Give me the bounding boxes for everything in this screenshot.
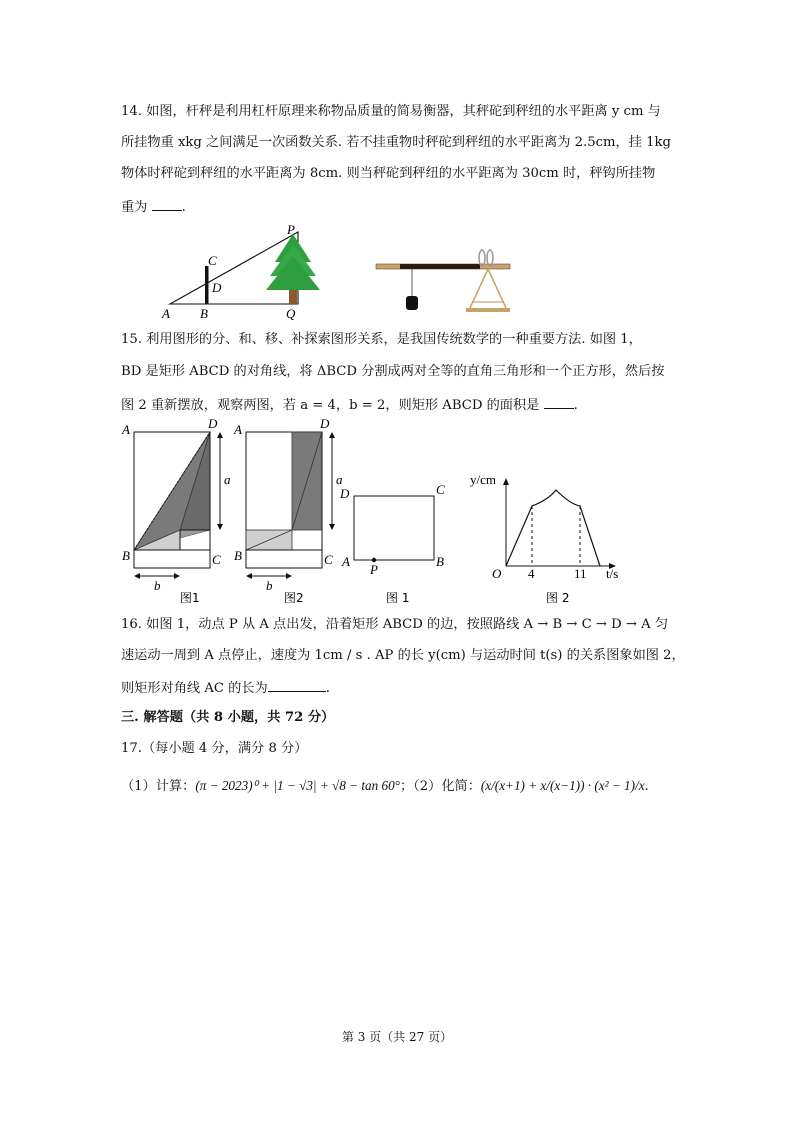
q15-f1-c-vertex: C — [212, 552, 221, 567]
q14-label-p: P — [287, 222, 295, 237]
q14-tree-figure — [160, 222, 320, 322]
q15-answer-blank — [544, 396, 574, 409]
q14-answer-blank — [152, 198, 182, 211]
q14-line2: 所挂物重 xkg 之间满足一次函数关系. 若不挂重物时秤砣到秤纽的水平距离为 2.5cm，挂 1kg — [121, 135, 671, 150]
q15-f2-d-vertex: D — [320, 416, 330, 431]
q16-line1: 16. 如图 1，动点 P 从 A 点出发，沿着矩形 ABCD 的边，按照路线 A → B → C → D → A 匀 — [121, 617, 669, 632]
q15-f1-a-vertex: A — [122, 422, 130, 437]
q14-label-c: C — [208, 253, 217, 268]
q15-f2-b-length: b — [266, 578, 273, 593]
q16-f2-origin: O — [492, 566, 502, 581]
q16-line2: 速运动一周到 A 点停止，速度为 1cm / s . AP 的长 y(cm) 与运动时间 t(s) 的关系图象如图 2， — [121, 648, 685, 663]
q14-label-d: D — [212, 280, 222, 295]
q14-line3: 物体时秤砣到秤纽的水平距离为 8cm. 则当秤砣到秤纽的水平距离为 30cm 时，秤钩所挂物 — [121, 166, 656, 181]
q16-f1-a: A — [342, 554, 350, 569]
q15-line2: BD 是矩形 ABCD 的对角线，将 ΔBCD 分割成两对全等的直角三角形和一个正方形，然后按 — [121, 364, 665, 379]
q15-line3 — [121, 396, 578, 414]
q16-answer-blank — [268, 679, 326, 692]
q15-f1-caption: 图1 — [180, 591, 200, 605]
q16-f1-c: C — [436, 482, 445, 497]
q15-line1: 15. 利用图形的分、和、移、补探索图形关系，是我国传统数学的一种重要方法. 如图 1， — [121, 332, 642, 347]
q16-figure1 — [338, 478, 458, 608]
q14-line4-pre: 重为 — [121, 200, 148, 215]
q17-parts — [121, 778, 649, 795]
q15-f1-a-length: a — [224, 472, 231, 487]
q16-f1-caption: 图 1 — [386, 591, 410, 605]
q14-label-a: A — [162, 306, 170, 321]
q14-label-q: Q — [286, 306, 296, 321]
q16-f2-tick1: 4 — [528, 566, 535, 581]
q15-f1-b-vertex: B — [122, 548, 130, 563]
q16-line3-pre: 则矩形对角线 AC 的长为 — [121, 681, 268, 696]
q15-f1-b-length: b — [154, 578, 161, 593]
q15-figure2 — [230, 418, 350, 608]
q16-line3 — [121, 679, 330, 697]
page-footer: 第 3 页（共 27 页） — [341, 1030, 453, 1044]
q16-f2-ylabel: y/cm — [470, 472, 496, 487]
q14-line4-post: . — [181, 200, 186, 215]
q15-f2-b-vertex: B — [234, 548, 242, 563]
q15-f1-d-vertex: D — [208, 416, 218, 431]
q17-end: . — [644, 779, 649, 794]
tree-icon — [266, 234, 320, 304]
q16-f2-xlabel: t/s — [606, 566, 619, 581]
q16-f2-caption: 图 2 — [546, 591, 570, 605]
q16-f1-d: D — [340, 486, 350, 501]
q17-part1-expr: (π − 2023)⁰ + |1 − √3| + √8 − tan 60° — [195, 778, 400, 793]
steelyard-image — [376, 246, 512, 318]
q15-f2-caption: 图2 — [284, 591, 304, 605]
q16-figure2 — [462, 466, 632, 608]
q15-f2-c-vertex: C — [324, 552, 333, 567]
q16-line3-post: . — [325, 681, 330, 696]
q17-title: 17.（每小题 4 分，满分 8 分） — [121, 741, 308, 756]
q15-line3-pre: 图 2 重新摆放，观察两图，若 a = 4，b = 2，则矩形 ABCD 的面积是 — [121, 398, 540, 413]
q14-line4 — [121, 198, 186, 216]
q15-figure1 — [118, 418, 238, 608]
section-three-heading: 三. 解答题（共 8 小题，共 72 分） — [121, 710, 335, 725]
q14-label-b: B — [200, 306, 208, 321]
q15-f2-a-length: a — [336, 472, 343, 487]
q14-line1: 14. 如图，杆秤是利用杠杆原理来称物品质量的简易衡器，其秤砣到秤纽的水平距离 y cm 与 — [121, 104, 661, 119]
q15-line3-post: . — [573, 398, 578, 413]
q17-sep: ；（2）化简： — [399, 779, 481, 794]
q17-part1-label: （1）计算： — [121, 779, 196, 794]
q17-part2-expr: (x/(x+1) + x/(x−1)) · (x² − 1)/x — [480, 778, 645, 793]
q15-f2-a-vertex: A — [234, 422, 242, 437]
q16-f2-tick2: 11 — [574, 566, 587, 581]
q16-f1-p: P — [370, 562, 378, 577]
q16-f1-b: B — [436, 554, 444, 569]
